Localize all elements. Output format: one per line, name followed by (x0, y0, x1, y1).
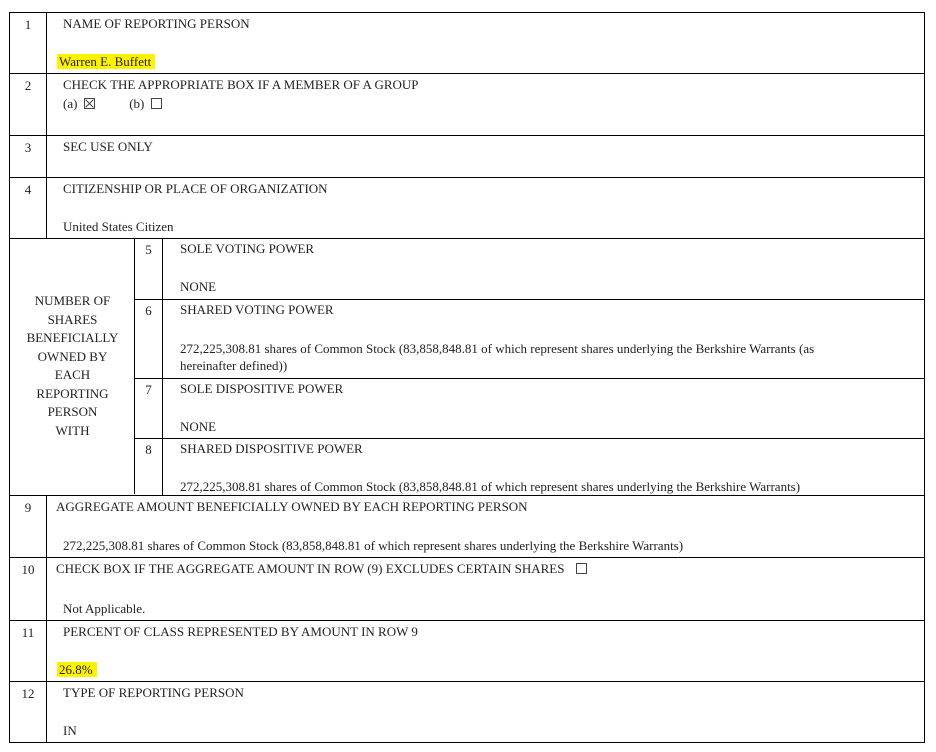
schedule-13d-cover-table (9, 12, 925, 743)
row-12-type-of-reporting-person (9, 681, 925, 743)
row-1-name-of-reporting-person (9, 12, 925, 73)
group-checkboxes (63, 96, 162, 112)
row-8-shared-dispositive-power (135, 438, 924, 496)
beneficial-ownership-block (9, 238, 925, 495)
row-value-line-1: 272,225,308.81 shares of Common Stock (83,858,848.81 of which represent shares underlying the Berkshire Warrants (as (180, 341, 815, 356)
checkbox-a-label: (a) (63, 96, 78, 111)
row-number: 10 (10, 558, 47, 620)
row-4-citizenship (9, 177, 925, 238)
percent-of-class-value (59, 662, 97, 678)
row-title: NAME OF REPORTING PERSON (63, 16, 250, 31)
shares-label-line: PERSON (47, 404, 98, 419)
row-title: CITIZENSHIP OR PLACE OF ORGANIZATION (63, 181, 328, 196)
row-number: 7 (135, 379, 163, 438)
row-title: SEC USE ONLY (63, 139, 153, 154)
citizenship-value: United States Citizen (63, 219, 174, 234)
row-title-with-checkbox (56, 561, 587, 577)
row-number: 9 (10, 496, 47, 557)
row-value-line-2: hereinafter defined)) (180, 358, 288, 373)
checkbox-b[interactable] (151, 98, 162, 109)
shares-label-line: SHARES (47, 312, 98, 327)
row-6-shared-voting-power (135, 299, 924, 378)
row-title: PERCENT OF CLASS REPRESENTED BY AMOUNT IN ROW 9 (63, 624, 418, 639)
row-number: 8 (135, 439, 163, 496)
row-number: 6 (135, 300, 163, 378)
highlighted-value: Warren E. Buffett (57, 54, 155, 69)
row-title: SHARED DISPOSITIVE POWER (180, 441, 363, 456)
excludes-shares-checkbox[interactable] (576, 563, 587, 574)
row-value: 272,225,308.81 shares of Common Stock (83,858,848.81 of which represent shares underlying the Berkshire Warrants) (180, 479, 801, 494)
checkbox-a[interactable] (84, 98, 95, 109)
row-number: 4 (10, 178, 47, 238)
checkbox-b-label: (b) (129, 96, 145, 111)
shares-label-line: REPORTING (36, 386, 109, 401)
row-title: SOLE VOTING POWER (180, 241, 315, 256)
shares-label-line: BENEFICIALLY (26, 330, 119, 345)
row-3-sec-use-only (9, 135, 925, 177)
row-title: CHECK THE APPROPRIATE BOX IF A MEMBER OF A GROUP (63, 77, 419, 92)
row-value: NONE (180, 279, 217, 294)
row-title: AGGREGATE AMOUNT BENEFICIALLY OWNED BY EACH REPORTING PERSON (56, 499, 528, 514)
row-number: 11 (10, 621, 47, 681)
row-value: Not Applicable. (63, 601, 146, 616)
row-title: TYPE OF REPORTING PERSON (63, 685, 244, 700)
row-10-excludes-certain-shares (9, 557, 925, 620)
row-11-percent-of-class (9, 620, 925, 681)
highlighted-value: 26.8% (57, 662, 97, 677)
shares-owned-label (10, 239, 135, 494)
row-7-sole-dispositive-power (135, 378, 924, 438)
shares-label-line: WITH (55, 423, 90, 438)
row-title: SOLE DISPOSITIVE POWER (180, 381, 344, 396)
row-title: CHECK BOX IF THE AGGREGATE AMOUNT IN ROW (9) EXCLUDES CERTAIN SHARES (56, 561, 565, 576)
shares-label-line: EACH (54, 367, 91, 382)
row-number: 1 (10, 13, 47, 73)
row-number: 12 (10, 682, 47, 742)
row-2-group-membership (9, 73, 925, 135)
row-number: 5 (135, 239, 163, 299)
row-5-sole-voting-power (135, 239, 924, 299)
row-value: 272,225,308.81 shares of Common Stock (83,858,848.81 of which represent shares underlying the Berkshire Warrants) (63, 538, 684, 553)
shares-label-line: NUMBER OF (34, 293, 111, 308)
reporting-person-name (59, 54, 155, 70)
row-title: SHARED VOTING POWER (180, 302, 334, 317)
row-number: 2 (10, 74, 47, 135)
row-9-aggregate-amount (9, 495, 925, 557)
shares-label-line: OWNED BY (37, 349, 108, 364)
row-value: NONE (180, 419, 217, 434)
row-number: 3 (10, 136, 47, 177)
row-value: IN (63, 723, 77, 738)
